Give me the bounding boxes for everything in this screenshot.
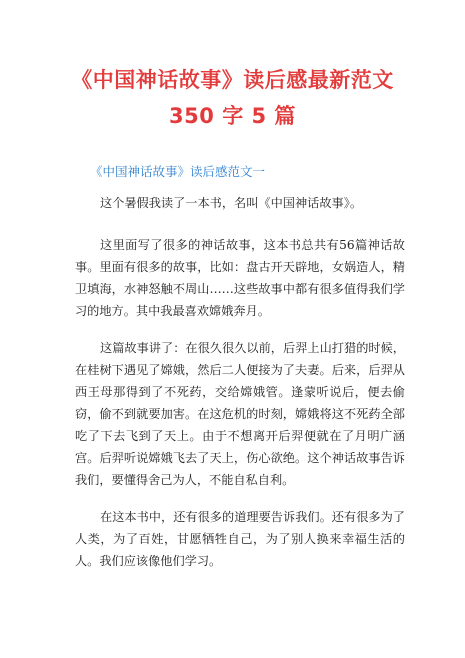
paragraph-1: 这个暑假我读了一本书，名叫《中国神话故事》。 bbox=[100, 196, 363, 210]
document-title-line2: 350 字 5 篇 bbox=[169, 104, 296, 128]
document-title-line1: 《中国神话故事》读后感最新范文 bbox=[71, 68, 394, 92]
section-title: 《中国神话故事》读后感范文一 bbox=[90, 164, 266, 179]
paragraph-4: 在这本书中，还有很多的道理要告诉我们。还有很多为了人类，为了百姓，甘愿牺牲自己，为了别人换来幸福生活的人。我们应该像他们学习。 bbox=[75, 510, 405, 568]
paragraph-2: 这里面写了很多的神话故事，这本书总共有56篇神话故事。里面有很多的故事，比如：盘古开天辟地，女娲造人，精卫填海，水神怒触不周山……这些故事中都有很多值得我们学习的地方。其中我最喜欢嫦娥奔月。 bbox=[75, 238, 405, 318]
paragraph-3: 这篇故事讲了：在很久很久以前，后羿上山打猎的时候，在桂树下遇见了嫦娥，然后二人便接为了夫妻。后来，后羿从西王母那得到了不死药，交给嫦娥管。逢蒙听说后，便去偷窃，偷不到就要加害。在这危机的时刻，嫦娥将这不死药全部吃了下去飞到了天上。由于不想离开后羿便就在了月明广涵宫。后羿听说嫦娥飞去了天上，伤心欲绝。这个神话故事告诉我们，要懂得舍己为人，不能自私自利。 bbox=[75, 341, 405, 487]
